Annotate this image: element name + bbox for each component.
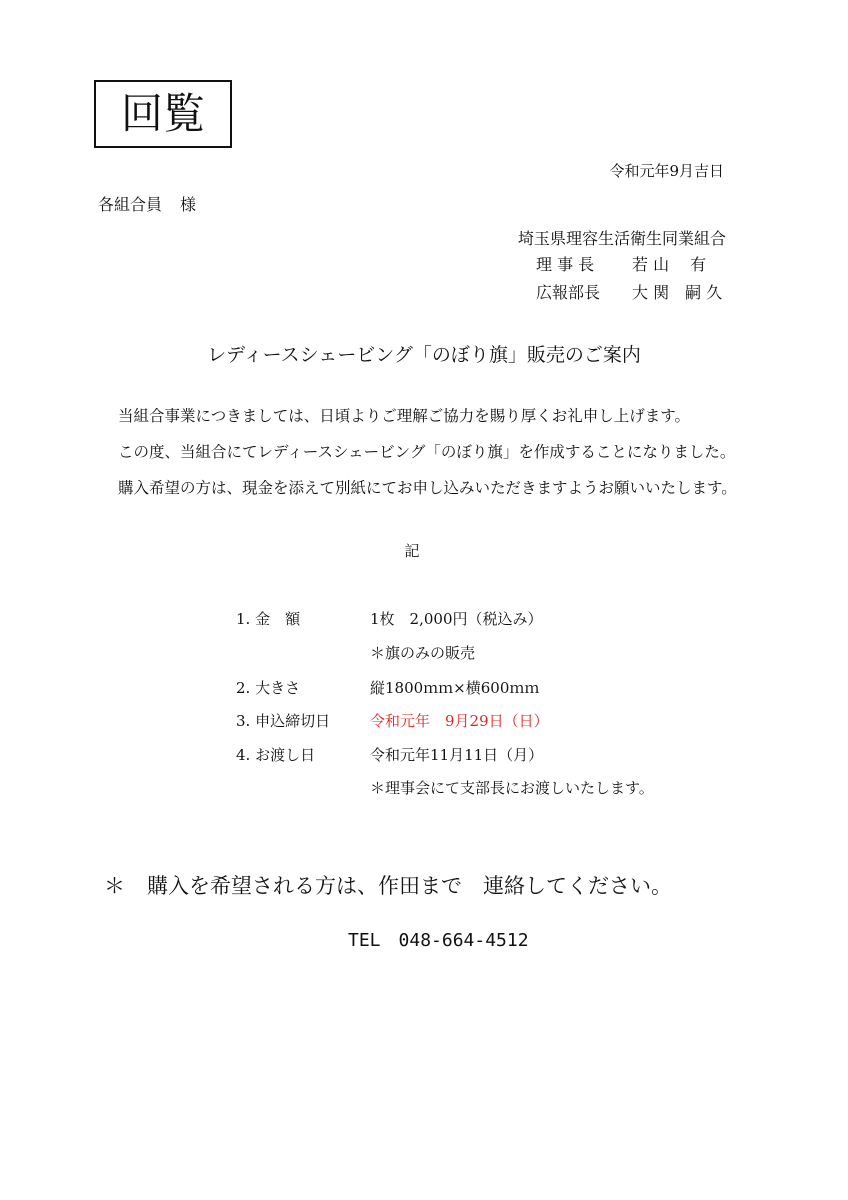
item-value: 縦1800ｍｍ×横600ｍｍ — [370, 679, 540, 697]
item-note: ＊理事会にて支部長にお渡しいたします。 — [370, 779, 654, 797]
contact-notice — [104, 870, 672, 900]
item-label: 2. 大きさ — [236, 679, 301, 697]
item-label: 3. 申込締切日 — [236, 712, 331, 730]
item-value: 1枚 2,000円（税込み） — [370, 610, 543, 628]
ki-heading: 記 — [404, 542, 420, 560]
deadline-value: 令和元年 9月29日（日） — [370, 712, 549, 730]
document-title: レディースシェービング「のぼり旗」販売のご案内 — [207, 344, 641, 366]
sender-organization: 埼玉県理容生活衛生同業組合 — [518, 229, 727, 248]
telephone — [348, 930, 529, 951]
item-note: ＊旗のみの販売 — [370, 644, 476, 662]
item-value: 令和元年11月11日（月） — [370, 746, 544, 764]
issue-date: 令和元年9月吉日 — [609, 162, 724, 180]
officer-name: 大 関 嗣 久 — [632, 283, 723, 302]
sender-officer — [536, 252, 706, 275]
body-paragraph: 当組合事業につきましては、日頃よりご理解ご協力を賜り厚くお礼申し上げます。 — [118, 407, 690, 425]
addressee — [98, 192, 196, 215]
circulation-stamp: 回覧 — [94, 80, 232, 148]
sender-officer — [536, 280, 722, 303]
asterisk-mark: ＊ — [104, 874, 125, 898]
contact-text: 購入を希望される方は、作田まで 連絡してください。 — [147, 874, 672, 898]
item-label: 1. 金 額 — [236, 610, 301, 628]
body-paragraph: 購入希望の方は、現金を添えて別紙にてお申し込みいただきますようお願いいたします。 — [118, 479, 737, 497]
addressee-honorific: 様 — [180, 195, 197, 214]
item-label: 4. お渡し日 — [236, 746, 316, 764]
body-paragraph: この度、当組合にてレディースシェービング「のぼり旗」を作成することになりました。 — [118, 443, 736, 461]
addressee-name: 各組合員 — [98, 195, 163, 214]
officer-role: 広報部長 — [536, 283, 601, 302]
officer-role: 理 事 長 — [536, 255, 595, 274]
officer-name: 若 山 有 — [632, 255, 707, 274]
tel-number: 048-664-4512 — [398, 930, 529, 951]
tel-label: TEL — [348, 930, 381, 951]
